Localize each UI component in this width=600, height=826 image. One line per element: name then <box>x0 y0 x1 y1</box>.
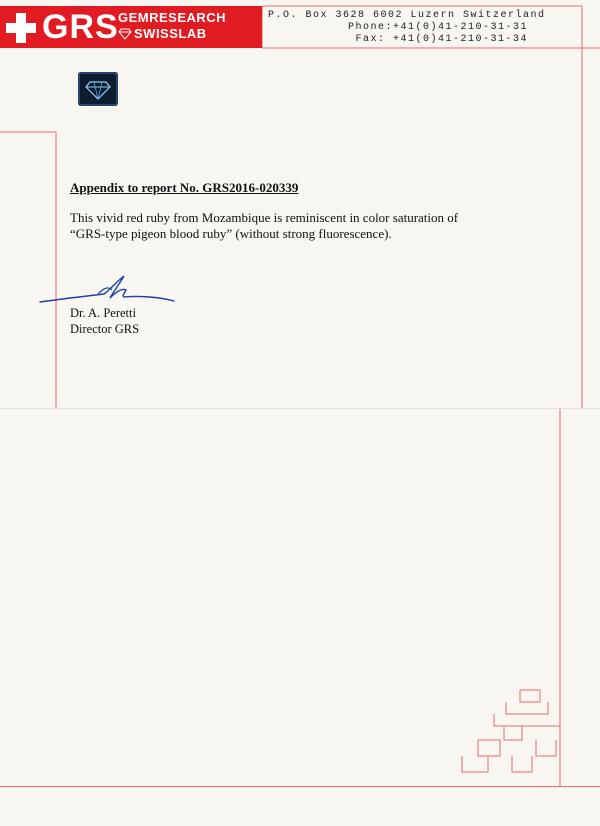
appendix-heading: Appendix to report No. GRS2016-020339 <box>70 180 299 195</box>
footer-line <box>0 786 600 787</box>
signer-name: Dr. A. Peretti <box>70 306 136 320</box>
page-fold-line <box>0 408 600 409</box>
brand-name: GRS <box>42 8 119 46</box>
corner-ornament-7 <box>462 756 488 772</box>
corner-ornament-6 <box>536 740 556 756</box>
corner-ornament-5 <box>478 740 500 756</box>
left-frame-line <box>0 132 56 190</box>
signer-block <box>70 305 139 337</box>
grs-logo <box>0 6 262 48</box>
brand-line-2: SWISSLAB <box>134 26 207 41</box>
postal-address: P.O. Box 3628 6002 Luzern Switzerland <box>268 10 546 21</box>
swiss-cross-icon <box>6 13 36 43</box>
corner-ornament-8 <box>512 756 532 772</box>
hologram-seal-icon <box>78 72 118 106</box>
corner-ornament-2 <box>506 702 548 714</box>
brand-line-1: GEMRESEARCH <box>118 10 227 25</box>
corner-ornament-3 <box>494 714 560 726</box>
body-line-1: This vivid red ruby from Mozambique is reminiscent in color saturation of <box>70 210 459 225</box>
fax-number: Fax: +41(0)41-210-31-34 <box>355 34 528 45</box>
appendix-body <box>70 210 496 242</box>
diamond-icon <box>118 28 132 40</box>
contact-block <box>268 10 546 46</box>
corner-ornament-4 <box>504 726 522 740</box>
corner-ornament-1 <box>520 690 540 702</box>
body-line-2: “GRS-type pigeon blood ruby” (without strong fluorescence). <box>70 226 392 241</box>
signer-title: Director GRS <box>70 322 140 336</box>
phone-number: Phone:+41(0)41-210-31-31 <box>347 22 528 33</box>
